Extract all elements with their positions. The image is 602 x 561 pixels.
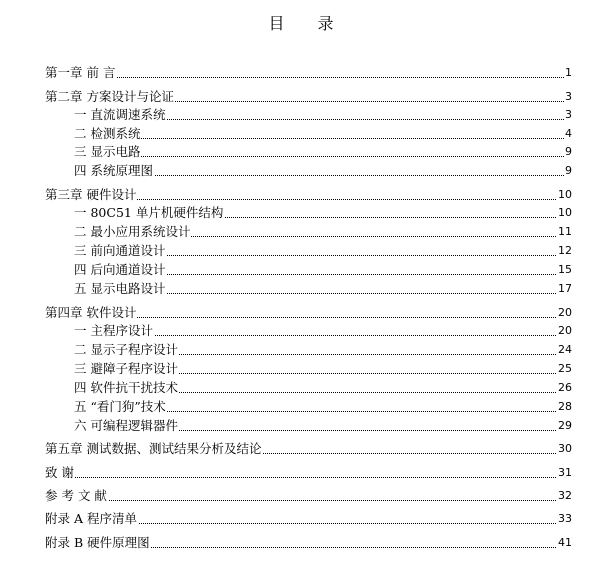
toc-page-number: 4 — [564, 125, 572, 143]
toc-page-number: 33 — [557, 510, 572, 528]
toc-chapter-entry[interactable] — [0, 510, 602, 528]
toc-entry-title: 四 软件抗干扰技术 — [74, 380, 178, 395]
toc-page-number: 11 — [557, 223, 572, 241]
toc-entry-title: 附录 B 硬件原理图 — [45, 535, 150, 550]
toc-section-entry[interactable] — [0, 360, 602, 378]
toc-section-entry[interactable] — [0, 106, 602, 124]
toc-page-number: 12 — [557, 242, 572, 260]
toc-chapter-entry[interactable] — [0, 464, 602, 482]
toc-section-entry[interactable] — [0, 261, 602, 279]
toc-page-number: 32 — [557, 487, 572, 505]
toc-page-number: 9 — [564, 162, 572, 180]
toc-page-number: 41 — [557, 534, 572, 552]
toc-page-number: 3 — [564, 106, 572, 124]
toc-page-number: 24 — [557, 341, 572, 359]
toc-chapter-entry[interactable] — [0, 534, 602, 552]
toc-chapter-entry[interactable] — [0, 64, 602, 82]
toc-section-entry[interactable] — [0, 242, 602, 260]
toc-page-number: 9 — [564, 143, 572, 161]
toc-section-entry[interactable] — [0, 379, 602, 397]
dot-leader — [74, 156, 572, 157]
toc-page-number: 20 — [557, 322, 572, 340]
toc-entry-title: 第五章 测试数据、测试结果分析及结论 — [45, 441, 262, 456]
toc-chapter-entry[interactable] — [0, 304, 602, 322]
toc-chapter-entry[interactable] — [0, 88, 602, 106]
toc-entry-title: 第四章 软件设计 — [45, 305, 137, 320]
toc-entry-title: 三 前向通道设计 — [74, 243, 166, 258]
toc-entry-title: 四 后向通道设计 — [74, 262, 166, 277]
toc-section-entry[interactable] — [0, 417, 602, 435]
toc-page-number: 31 — [557, 464, 572, 482]
toc-entry-title: 第一章 前 言 — [45, 65, 116, 80]
dot-leader — [45, 77, 572, 78]
toc-section-entry[interactable] — [0, 204, 602, 222]
toc-page-number: 28 — [557, 398, 572, 416]
toc-page-number: 30 — [557, 440, 572, 458]
toc-page-number: 17 — [557, 280, 572, 298]
dot-leader — [45, 500, 572, 501]
toc-entry-title: 三 显示电路 — [74, 144, 141, 159]
toc-page-number: 20 — [557, 304, 572, 322]
page-title: 目 录 — [268, 14, 348, 33]
toc-page-number: 29 — [557, 417, 572, 435]
dot-leader — [45, 477, 572, 478]
toc-page-number: 26 — [557, 379, 572, 397]
toc-entry-title: 附录 A 程序清单 — [45, 511, 137, 526]
toc-section-entry[interactable] — [0, 398, 602, 416]
toc-page-number: 25 — [557, 360, 572, 378]
toc-entry-title: 二 检测系统 — [74, 126, 141, 141]
toc-page-number: 10 — [557, 186, 572, 204]
toc-page-number: 3 — [564, 88, 572, 106]
toc-entry-title: 二 最小应用系统设计 — [74, 224, 191, 239]
toc-entry-title: 五 “看门狗”技术 — [74, 399, 166, 414]
toc-entry-title: 一 直流调速系统 — [74, 107, 166, 122]
toc-page-number: 1 — [564, 64, 572, 82]
toc-section-entry[interactable] — [0, 280, 602, 298]
toc-entry-title: 第三章 硬件设计 — [45, 187, 137, 202]
toc-entry-title: 三 避障子程序设计 — [74, 361, 178, 376]
toc-entry-title: 一 80C51 单片机硬件结构 — [74, 205, 224, 220]
toc-chapter-entry[interactable] — [0, 487, 602, 505]
toc-section-entry[interactable] — [0, 322, 602, 340]
toc-section-entry[interactable] — [0, 341, 602, 359]
toc-section-entry[interactable] — [0, 162, 602, 180]
toc-entry-title: 五 显示电路设计 — [74, 281, 166, 296]
toc-chapter-entry[interactable] — [0, 440, 602, 458]
toc-entry-title: 一 主程序设计 — [74, 323, 153, 338]
toc-entry-title: 六 可编程逻辑器件 — [74, 418, 178, 433]
toc-entry-title: 二 显示子程序设计 — [74, 342, 178, 357]
dot-leader — [74, 138, 572, 139]
toc-page-number: 15 — [557, 261, 572, 279]
toc-section-entry[interactable] — [0, 143, 602, 161]
toc-entry-title: 第二章 方案设计与论证 — [45, 89, 174, 104]
toc-entry-title: 参 考 文 献 — [45, 488, 107, 503]
toc-section-entry[interactable] — [0, 223, 602, 241]
toc-chapter-entry[interactable] — [0, 186, 602, 204]
toc-section-entry[interactable] — [0, 125, 602, 143]
toc-entry-title: 四 系统原理图 — [74, 163, 153, 178]
toc-entry-title: 致 谢 — [45, 465, 74, 480]
toc-page-number: 10 — [557, 204, 572, 222]
